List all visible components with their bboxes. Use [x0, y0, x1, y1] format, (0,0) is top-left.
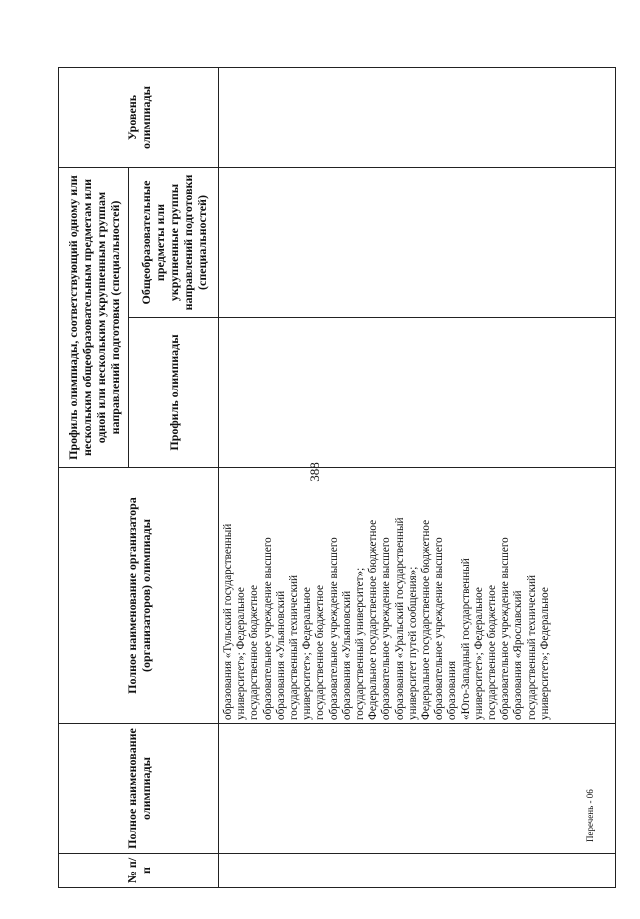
organizer-line: университет»; Федеральное — [538, 587, 551, 720]
organizer-line: образовательное учреждение высшего — [261, 537, 274, 720]
cell-olympiad-name — [219, 724, 616, 854]
organizer-line: образовательное учреждение высшего — [327, 537, 340, 720]
cell-organizer — [219, 468, 616, 724]
organizer-line: университет»; Федеральное — [472, 587, 485, 720]
organizer-line: университет»; Федеральное — [235, 587, 248, 720]
organizer-line: образования «Уральский государственный — [393, 517, 406, 720]
header-subjects: Общеобразовательные предметы или укрупненные группы направлений подготовки (специальностей) — [129, 168, 219, 318]
header-level: Уровень олимпиады — [59, 68, 219, 168]
rotated-table-container — [58, 68, 616, 888]
organizer-line: государственный технический — [288, 575, 301, 720]
header-number: № п/п — [59, 854, 219, 888]
olympiad-table — [58, 67, 616, 888]
organizer-line: государственный технический — [525, 575, 538, 720]
page-number: 388 — [306, 462, 322, 482]
organizer-line: образовательное учреждение высшего — [499, 537, 512, 720]
header-profile-group: Профиль олимпиады, соответствующий одному или нескольким общеобразовательным предметам или одной или нескольким укрупненным группам направлений подготовки (специальностей) — [59, 168, 129, 468]
cell-subjects — [219, 168, 616, 318]
organizer-line: государственный университет»; — [354, 567, 367, 720]
organizer-line: государственное бюджетное — [248, 585, 261, 720]
header-organizer: Полное наименование организатора (организаторов) олимпиады — [59, 468, 219, 724]
organizer-line: образовательное учреждение высшего — [380, 537, 393, 720]
organizer-line: «Юго-Западный государственный — [459, 558, 472, 720]
organizer-line: образования — [446, 660, 459, 720]
organizer-line: университет»; Федеральное — [301, 587, 314, 720]
cell-profile — [219, 318, 616, 468]
organizer-line: образовательное учреждение высшего — [433, 537, 446, 720]
organizer-line: университет путей сообщения»; — [406, 566, 419, 720]
organizer-line: Федеральное государственное бюджетное — [367, 519, 380, 720]
organizer-line: Федеральное государственное бюджетное — [420, 519, 433, 720]
organizer-line: государственное бюджетное — [314, 585, 327, 720]
footer-note: Перечень - 06 — [585, 789, 595, 842]
organizer-line: образования «Ярославский — [512, 590, 525, 720]
organizer-line: образования «Ульяновский — [274, 590, 287, 720]
organizer-line: образования «Ульяновский — [340, 590, 353, 720]
cell-level — [219, 68, 616, 168]
cell-number — [219, 854, 616, 888]
header-olympiad-name: Полное наименование олимпиады — [59, 724, 219, 854]
organizer-line: образования «Тульский государственный — [222, 523, 234, 720]
table-row — [219, 68, 616, 888]
header-profile: Профиль олимпиады — [129, 318, 219, 468]
organizer-line: государственное бюджетное — [486, 585, 499, 720]
